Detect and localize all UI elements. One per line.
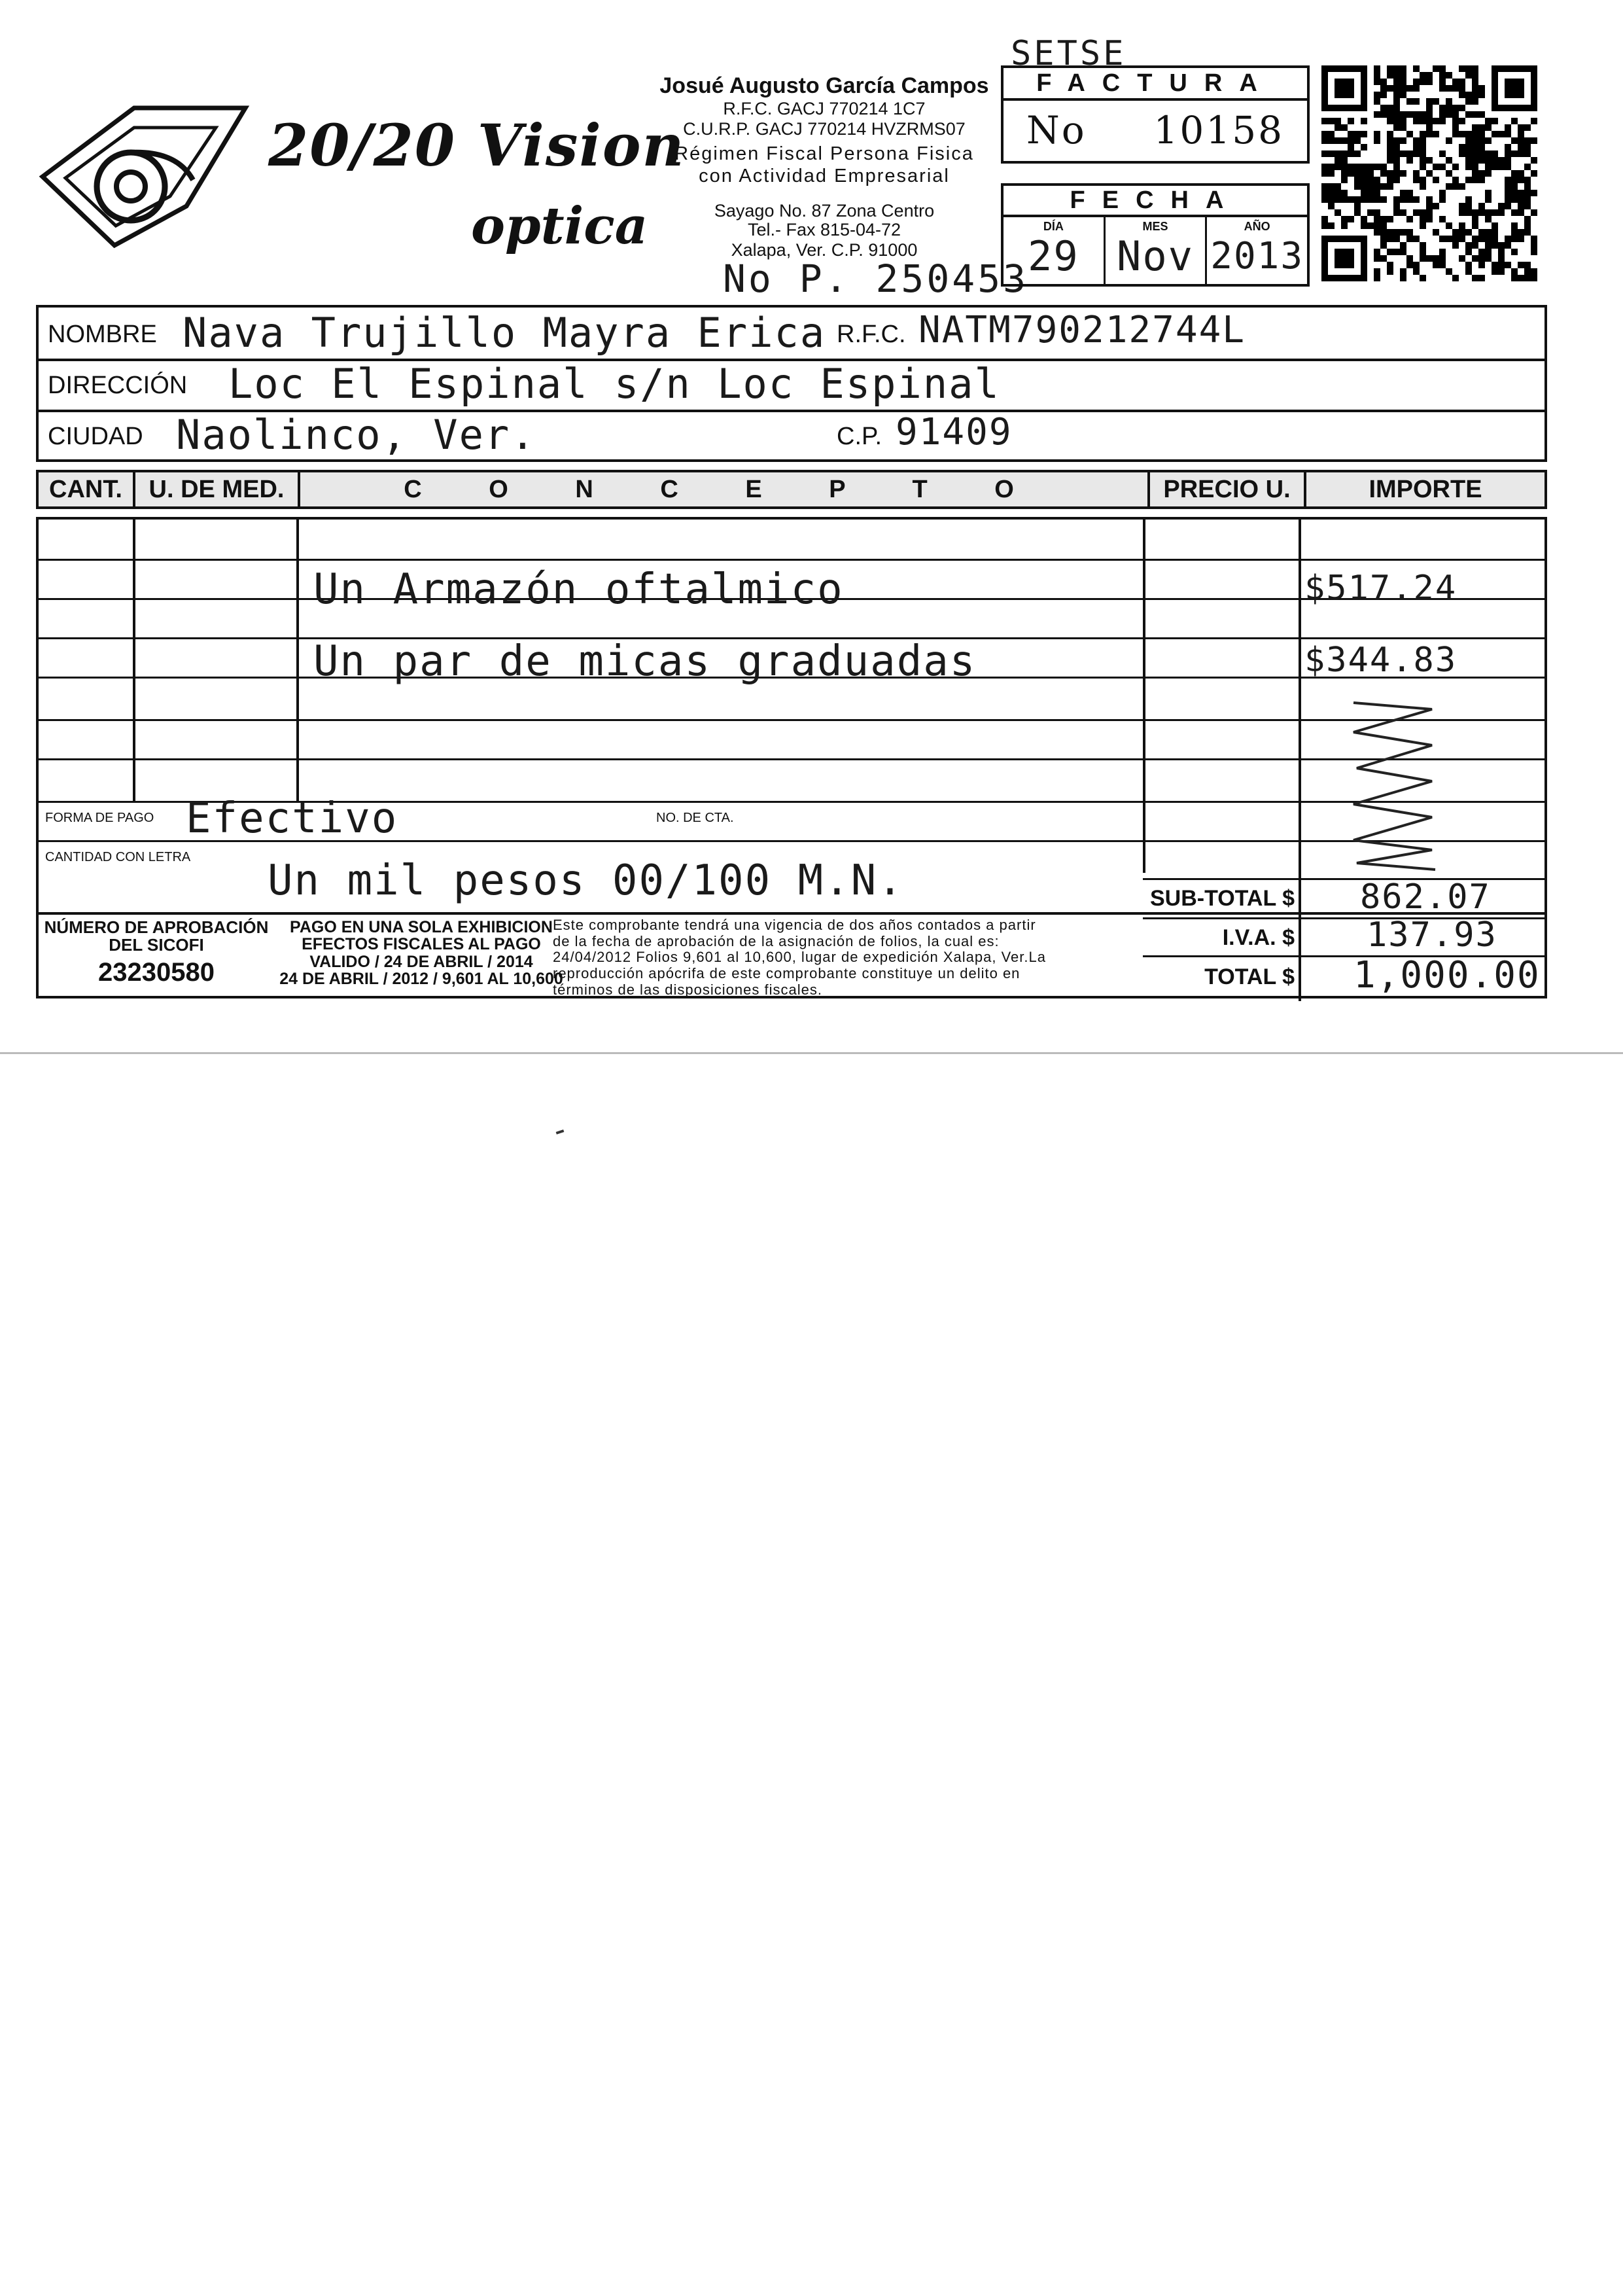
item-2-importe: $344.83: [1304, 641, 1457, 680]
handwritten-stamp: SETSE: [1011, 34, 1126, 73]
factura-number: 10158: [1153, 108, 1285, 152]
items-table-body: [36, 517, 1547, 998]
items-table-header: [36, 470, 1547, 509]
forma-pago-label: FORMA DE PAGO: [45, 811, 154, 825]
legal-line-2: de la fecha de aprobación de la asignación de folios, la cual es:: [553, 932, 1000, 949]
qr-code-icon: [1321, 65, 1537, 281]
client-row-nombre: [39, 308, 1544, 361]
aprobacion-block: [39, 919, 274, 986]
direccion-label: DIRECCIÓN: [48, 372, 188, 399]
col-importe-header: IMPORTE: [1369, 476, 1482, 503]
issuer-curp: C.U.R.P. GACJ 770214 HVZRMS07: [683, 119, 966, 139]
factura-number-prefix: No: [1026, 108, 1087, 152]
issuer-name: Josué Augusto García Campos: [659, 73, 989, 98]
nombre-value: Nava Trujillo Mayra Erica: [183, 309, 826, 357]
handwritten-reference: No P. 250453: [723, 256, 1029, 301]
legal-line-4: reproducción apócrifa de este comprobante constituye un delito en: [553, 964, 1021, 981]
subtotal-label: SUB-TOTAL $: [1149, 886, 1295, 911]
scan-speck: [556, 1129, 565, 1135]
iva-value: 137.93: [1367, 915, 1497, 955]
fecha-month-value: Nov: [1117, 232, 1194, 280]
item-2-concept: Un par de micas graduadas: [313, 637, 977, 686]
legal-line-1: Este comprobante tendrá una vigencia de dos años contados a partir: [553, 917, 1036, 933]
fecha-month-cell: [1106, 217, 1208, 287]
fecha-day-label: DÍA: [1043, 220, 1064, 233]
aprobacion-number: 23230580: [98, 957, 215, 987]
cantidad-letra-label: CANTIDAD CON LETRA: [45, 850, 191, 864]
col-unidad-header: U. DE MED.: [135, 472, 300, 506]
brand-subtitle: optica: [471, 196, 648, 256]
ciudad-label: CIUDAD: [48, 423, 143, 450]
pago-line-4: 24 DE ABRIL / 2012 / 9,601 AL 10,600: [279, 969, 563, 988]
issuer-address-3: Xalapa, Ver. C.P. 91000: [731, 240, 918, 260]
factura-label: FACTURA: [1003, 68, 1307, 101]
fecha-day-value: 29: [1028, 232, 1079, 280]
issuer-address-2: Tel.- Fax 815-04-72: [747, 220, 901, 240]
client-row-ciudad: [39, 410, 1544, 461]
factura-number-line: [1003, 101, 1307, 160]
iva-label: I.V.A. $: [1222, 925, 1295, 950]
legal-block: [553, 917, 1138, 998]
issuer-regime-1: Régimen Fiscal Persona Fisica: [674, 143, 974, 165]
pago-line-3: VALIDO / 24 DE ABRIL / 2014: [309, 952, 533, 971]
col-precio-header: PRECIO U.: [1150, 472, 1306, 506]
item-1-importe: $517.24: [1304, 569, 1457, 608]
fecha-year-label: AÑO: [1244, 220, 1270, 233]
pago-line-1: PAGO EN UNA SOLA EXHIBICION: [290, 918, 553, 936]
issuer-block: [648, 73, 1001, 260]
eye-logo-icon: [36, 98, 252, 249]
col-cant-header: CANT.: [39, 472, 135, 506]
subtotal-value: 862.07: [1360, 877, 1491, 917]
cantidad-letra-value: Un mil pesos 00/100 M.N.: [268, 857, 904, 905]
issuer-address-1: Sayago No. 87 Zona Centro: [714, 200, 935, 221]
fecha-box: [1001, 183, 1310, 287]
factura-box: [1001, 65, 1310, 164]
cp-label: C.P.: [837, 423, 882, 450]
client-box: [36, 305, 1547, 462]
legal-line-3: 24/04/2012 Folios 9,601 al 10,600, lugar de expedición Xalapa, Ver.La: [553, 949, 1046, 966]
aprobacion-label-1: NÚMERO DE APROBACIÓN: [44, 917, 269, 937]
col-concepto-header: C O N C E P T O: [300, 472, 1150, 506]
page-edge-line: [0, 1052, 1623, 1054]
issuer-regime-2: con Actividad Empresarial: [699, 165, 950, 186]
no-cta-label: NO. DE CTA.: [656, 811, 734, 825]
rfc-label: R.F.C.: [837, 321, 906, 348]
total-label: TOTAL $: [1204, 964, 1295, 989]
ciudad-value: Naolinco, Ver.: [176, 411, 536, 459]
forma-pago-value: Efectivo: [186, 794, 398, 843]
pago-block: [268, 919, 575, 987]
rfc-value: NATM790212744L: [918, 309, 1246, 351]
pago-line-2: EFECTOS FISCALES AL PAGO: [302, 935, 541, 954]
aprobacion-label-2: DEL SICOFI: [109, 935, 204, 955]
direccion-value: Loc El Espinal s/n Loc Espinal: [228, 360, 1000, 408]
fecha-day-cell: [1003, 217, 1106, 287]
item-1-concept: Un Armazón oftalmico: [313, 565, 844, 614]
fecha-label: FECHA: [1003, 186, 1307, 217]
nombre-label: NOMBRE: [48, 321, 157, 348]
cp-value: 91409: [896, 411, 1013, 453]
client-row-direccion: [39, 359, 1544, 412]
brand-name: 20/20 Vision: [268, 111, 686, 179]
issuer-rfc: R.F.C. GACJ 770214 1C7: [723, 99, 926, 119]
legal-line-5: términos de las disposiciones fiscales.: [553, 981, 822, 998]
total-value: 1,000.00: [1353, 954, 1541, 997]
fecha-year-value: 2013: [1210, 235, 1304, 277]
squiggle-mark-icon: [1340, 696, 1445, 873]
fecha-month-label: MES: [1142, 220, 1168, 233]
fecha-year-cell: [1207, 217, 1307, 287]
